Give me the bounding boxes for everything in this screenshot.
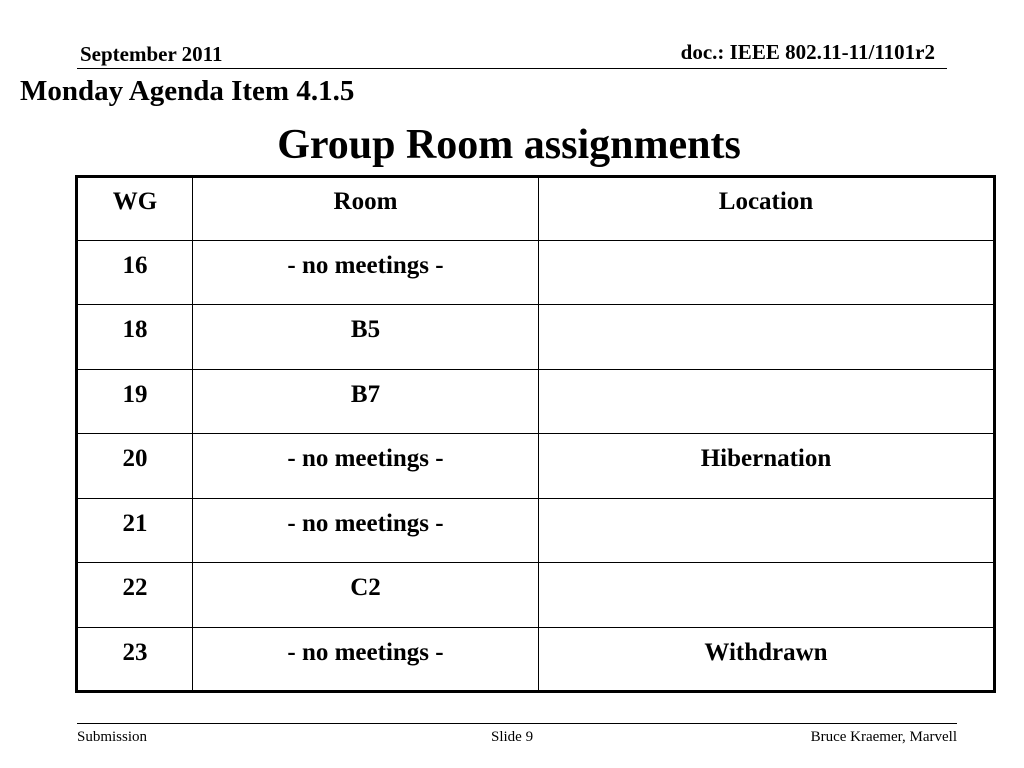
agenda-item: Monday Agenda Item 4.1.5 <box>20 75 355 107</box>
cell-location <box>539 241 995 305</box>
cell-wg: 18 <box>77 305 193 369</box>
cell-room: - no meetings - <box>193 627 539 691</box>
room-assignments-table <box>75 175 996 693</box>
cell-room: - no meetings - <box>193 434 539 498</box>
cell-wg: 22 <box>77 563 193 627</box>
cell-room: - no meetings - <box>193 241 539 305</box>
cell-wg: 19 <box>77 369 193 433</box>
table-row <box>77 627 995 691</box>
table-header-row <box>77 177 995 241</box>
column-header-location: Location <box>539 177 995 241</box>
column-header-wg: WG <box>77 177 193 241</box>
cell-location <box>539 305 995 369</box>
cell-location <box>539 498 995 562</box>
footer-submission: Submission <box>77 729 148 745</box>
header-doc-id: doc.: IEEE 802.11-11/1101r2 <box>680 40 935 64</box>
cell-room: B7 <box>193 369 539 433</box>
cell-location: Hibernation <box>539 434 995 498</box>
cell-wg: 21 <box>77 498 193 562</box>
footer-divider <box>77 723 957 724</box>
header-divider <box>77 68 947 69</box>
cell-room: B5 <box>193 305 539 369</box>
table-row <box>77 498 995 562</box>
table-row <box>77 434 995 498</box>
table-row <box>77 563 995 627</box>
cell-room: - no meetings - <box>193 498 539 562</box>
cell-wg: 20 <box>77 434 193 498</box>
table-row <box>77 241 995 305</box>
footer-author: Bruce Kraemer, Marvell <box>810 729 957 745</box>
cell-location <box>539 369 995 433</box>
footer-slide-number: Slide 9 <box>491 729 534 745</box>
cell-location <box>539 563 995 627</box>
table-row <box>77 369 995 433</box>
slide-title: Group Room assignments <box>277 122 741 168</box>
cell-location: Withdrawn <box>539 627 995 691</box>
header-date: September 2011 <box>80 42 223 66</box>
table-row <box>77 305 995 369</box>
column-header-room: Room <box>193 177 539 241</box>
cell-wg: 23 <box>77 627 193 691</box>
cell-room: C2 <box>193 563 539 627</box>
cell-wg: 16 <box>77 241 193 305</box>
